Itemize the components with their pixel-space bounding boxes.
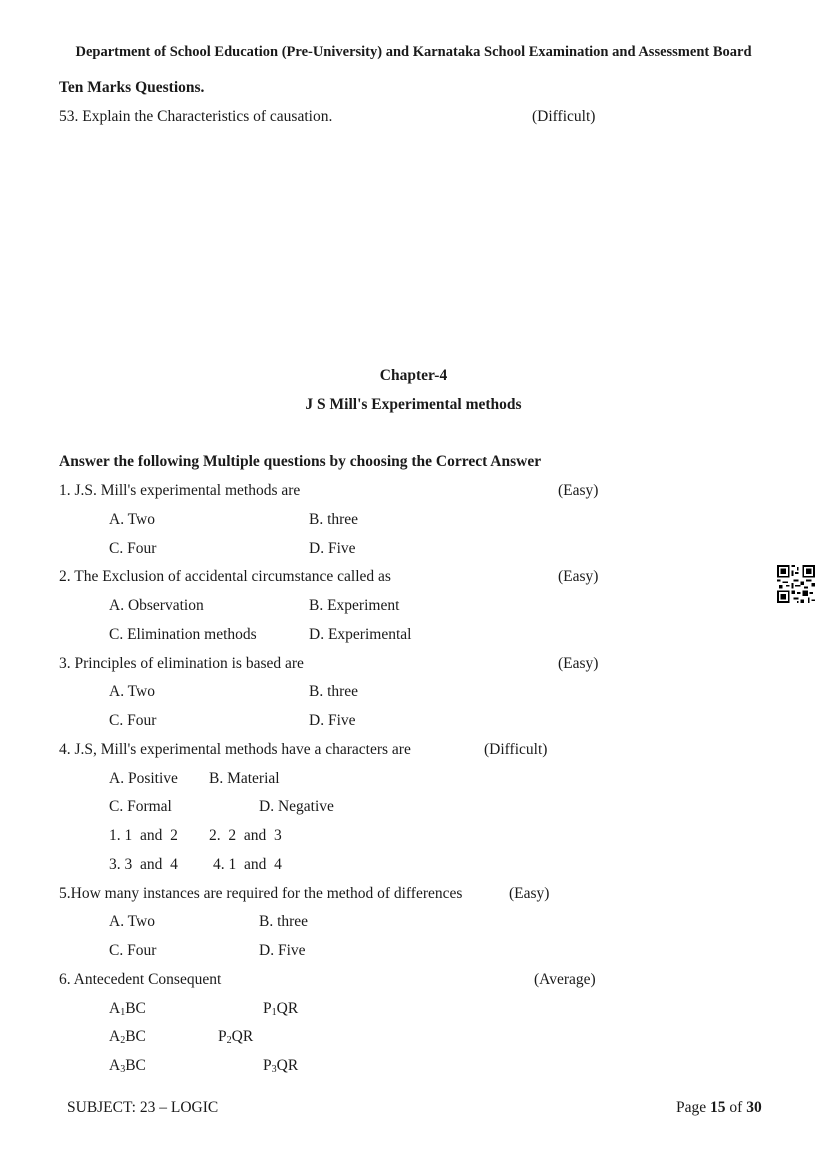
mcq-heading: Answer the following Multiple questions by choosing the Correct Answer: [59, 453, 542, 470]
question-1: 1. J.S. Mill's experimental methods are: [59, 482, 301, 499]
question-1-level: (Easy): [558, 482, 599, 499]
question-3: 3. Principles of elimination is based are: [59, 655, 304, 672]
q6-antecedent-1: $A_1BC$: [109, 1000, 146, 1018]
footer-subject: SUBJECT: 23 – LOGIC: [67, 1099, 219, 1116]
q5-option-a: A. Two: [109, 913, 155, 930]
q4-option-b: B. Material: [209, 770, 280, 787]
question-2: 2. The Exclusion of accidental circumstance called as: [59, 568, 391, 585]
question-5-level: (Easy): [509, 885, 550, 902]
question-4-level: (Difficult): [484, 741, 548, 758]
q4-choice-2: 2. 2 and 3: [209, 827, 282, 844]
q6-antecedent-2: $A_2BC$: [109, 1028, 146, 1046]
question-6-level: (Average): [534, 971, 596, 988]
q3-option-c: C. Four: [109, 712, 157, 729]
chapter-title: J S Mill's Experimental methods: [305, 396, 522, 413]
ten-marks-heading: Ten Marks Questions.: [59, 79, 205, 96]
q1-option-c: C. Four: [109, 540, 157, 557]
question-53-level: (Difficult): [532, 108, 596, 125]
q1-option-b: B. three: [309, 511, 359, 528]
qr-code-icon: [777, 565, 815, 603]
question-6: 6. Antecedent Consequent: [59, 971, 222, 988]
q6-consequent-2: $P_2QR$: [218, 1028, 254, 1046]
question-53: 53. Explain the Characteristics of causation.: [59, 108, 333, 125]
q4-option-a: A. Positive: [109, 770, 178, 787]
q4-choice-1: 1. 1 and 2: [109, 827, 178, 844]
question-4: 4. J.S, Mill's experimental methods have a characters are: [59, 741, 411, 758]
question-3-level: (Easy): [558, 655, 599, 672]
footer-page-number: Page 15 of 30: [676, 1099, 762, 1116]
q5-option-b: B. three: [259, 913, 309, 930]
q6-consequent-1: $P_1QR$: [263, 1000, 299, 1018]
q1-option-a: A. Two: [109, 511, 155, 528]
q5-option-c: C. Four: [109, 942, 157, 959]
q4-option-d: D. Negative: [259, 798, 334, 815]
q1-option-d: D. Five: [309, 540, 356, 557]
q3-option-d: D. Five: [309, 712, 356, 729]
q4-choice-4: 4. 1 and 4: [213, 856, 282, 873]
question-5: 5.How many instances are required for the method of differences: [59, 885, 463, 902]
chapter-number: Chapter-4: [379, 367, 448, 384]
q2-option-c: C. Elimination methods: [109, 626, 257, 643]
q3-option-b: B. three: [309, 683, 359, 700]
page-header: Department of School Education (Pre-University) and Karnataka School Examination and Assessment Board: [75, 44, 752, 60]
q6-consequent-3: $P_3QR$: [263, 1057, 299, 1075]
q2-option-b: B. Experiment: [309, 597, 400, 614]
q2-option-d: D. Experimental: [309, 626, 412, 643]
q3-option-a: A. Two: [109, 683, 155, 700]
question-2-level: (Easy): [558, 568, 599, 585]
q6-antecedent-3: $A_3BC$: [109, 1057, 146, 1075]
q4-option-c: C. Formal: [109, 798, 172, 815]
q4-choice-3: 3. 3 and 4: [109, 856, 178, 873]
q5-option-d: D. Five: [259, 942, 306, 959]
q2-option-a: A. Observation: [109, 597, 204, 614]
